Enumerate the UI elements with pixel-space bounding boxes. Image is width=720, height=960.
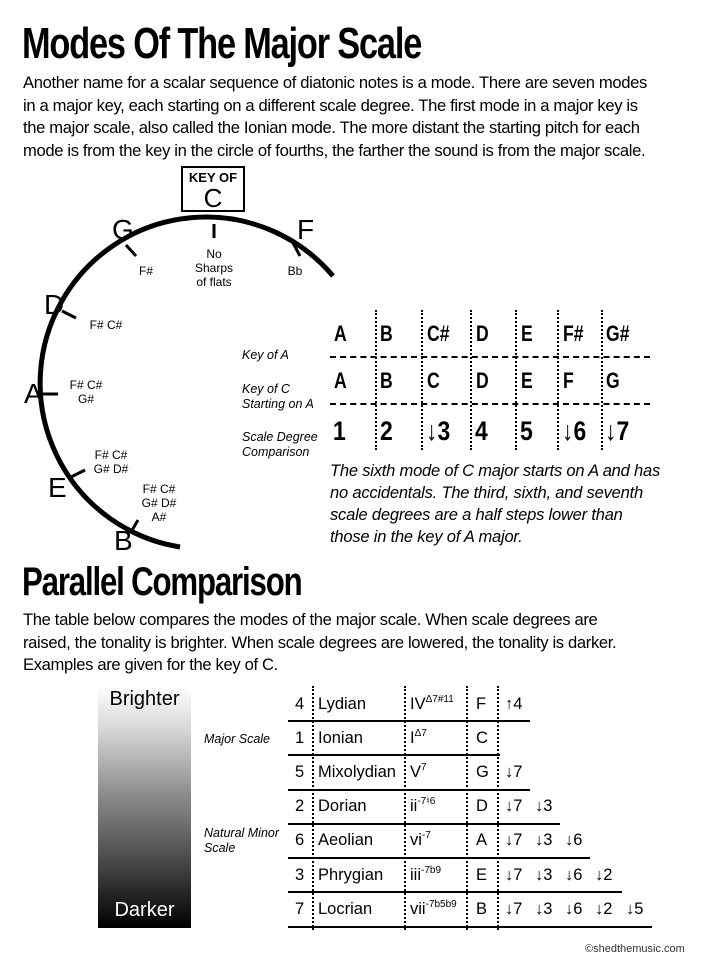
key-a-note: C# (427, 321, 450, 346)
degree-change: ↓3 (535, 797, 553, 815)
table-column-divider (557, 310, 559, 450)
chord-quality: Δ7 (414, 728, 427, 739)
chord-root: ii (410, 797, 418, 815)
table-column-divider (515, 310, 517, 450)
caption-line: scale degrees are a half steps lower than (330, 506, 623, 524)
key-c-note: D (476, 368, 489, 393)
degree-change: ↓2 (595, 900, 613, 918)
mode-root: C (476, 729, 488, 747)
degree-change: ↓7 (505, 831, 523, 849)
chord-root: vii (410, 900, 426, 918)
accidentals-c (189, 247, 239, 289)
degree-change: ↓7 (505, 866, 523, 884)
chord-root: V (410, 763, 422, 781)
copyright-credit: ©shedthemusic.com (585, 943, 685, 955)
degree-change: ↓6 (565, 900, 583, 918)
key-a-note: F# (563, 321, 584, 346)
mode-degree: 4 (295, 695, 305, 713)
mode-name: Locrian (318, 900, 373, 918)
key-of-c-box (181, 166, 245, 212)
mode-chord (410, 694, 454, 714)
chord-root: iii (410, 866, 421, 884)
mode-root: F (476, 695, 487, 713)
table-column-divider (375, 310, 377, 450)
row-label-line: Key of C (242, 382, 290, 396)
degree-change: ↓3 (535, 831, 553, 849)
mode-name: Phrygian (318, 866, 384, 884)
key-label-b: B (114, 525, 133, 556)
degree-change: ↓2 (595, 866, 613, 884)
table-column-divider (470, 310, 472, 450)
parallel-intro (23, 609, 616, 677)
accidentals-e (91, 448, 131, 476)
accidental-text: F# C# (142, 482, 176, 496)
modes-column-divider (466, 686, 468, 930)
scale-degree: 4 (475, 416, 488, 446)
table-caption (330, 460, 660, 548)
row-rule (288, 857, 590, 859)
modes-column-divider (497, 686, 499, 930)
key-a-note: G# (606, 321, 630, 346)
mode-chord (410, 762, 427, 782)
accidentals-a (66, 378, 106, 406)
mode-name: Mixolydian (318, 763, 396, 781)
chord-quality: 7 (421, 762, 427, 773)
accidentals-d (86, 318, 126, 332)
row-label-key-of-c (242, 382, 314, 412)
degree-change: ↑4 (505, 695, 523, 713)
table-column-divider (601, 310, 603, 450)
accidental-text: Sharps (194, 261, 234, 275)
mode-chord (410, 830, 431, 850)
key-a-note: A (334, 321, 347, 346)
key-box-key: C (203, 183, 223, 213)
degree-change: ↓3 (535, 900, 553, 918)
key-c-note: G (606, 368, 620, 393)
mode-root: B (476, 900, 488, 918)
section-title: Parallel Comparison (22, 560, 302, 604)
key-c-note: B (380, 368, 393, 393)
row-rule (288, 823, 560, 825)
degree-change: ↓7 (505, 763, 523, 781)
chord-root: IV (410, 695, 426, 713)
caption-line: no accidentals. The third, sixth, and seventh (330, 484, 643, 502)
accidental-text: Bb (287, 264, 303, 278)
mode-degree: 1 (295, 729, 305, 747)
accidentals-b (139, 482, 179, 524)
intro-line: Examples are given for the key of C. (23, 655, 278, 674)
accidental-text: G# (77, 392, 94, 406)
brightness-gradient (98, 686, 191, 928)
accidental-text: G# D# (93, 462, 129, 476)
mode-degree: 3 (295, 866, 305, 884)
key-label-a: A (24, 378, 43, 409)
mode-chord (410, 728, 427, 748)
group-label-line: Natural Minor (204, 826, 280, 840)
modes-column-divider (404, 686, 406, 930)
page-title: Modes Of The Major Scale (22, 19, 422, 68)
chord-quality: -7b5b9 (425, 899, 457, 910)
brighter-label: Brighter (109, 688, 180, 710)
chord-quality: -7 (421, 830, 431, 841)
darker-label: Darker (114, 899, 175, 921)
mode-degree: 5 (295, 763, 305, 781)
mode-name: Lydian (318, 695, 367, 713)
key-a-note: E (521, 321, 533, 346)
mode-root: E (476, 866, 488, 884)
caption-line: those in the key of A major. (330, 528, 523, 546)
mode-root: G (476, 763, 489, 781)
group-label-minor (204, 826, 279, 856)
row-rule (288, 789, 530, 791)
chord-quality: Δ7#11 (425, 694, 454, 705)
row-label-degree (242, 430, 318, 460)
mode-degree: 7 (295, 900, 305, 918)
mode-name: Ionian (318, 729, 363, 747)
accidental-text: of flats (196, 275, 232, 289)
mode-root: D (476, 797, 488, 815)
accidental-text: No (206, 247, 222, 261)
degree-change: ↓5 (626, 900, 644, 918)
row-rule (288, 926, 652, 928)
intro-line: raised, the tonality is brighter. When scale degrees are lowered, the tonality is darker. (23, 632, 617, 652)
intro-line: The table below compares the modes of the major scale. When scale degrees are (23, 610, 598, 629)
mode-name: Aeolian (318, 831, 374, 849)
group-label-line: Scale (204, 841, 236, 855)
mode-degree: 2 (295, 797, 305, 815)
mode-name: Dorian (318, 797, 367, 815)
accidental-text: F# C# (89, 318, 123, 332)
key-box-label: KEY OF (188, 170, 238, 185)
key-label-g: G (112, 214, 134, 245)
mode-root: A (476, 831, 488, 849)
row-label-key-of-a: Key of A (242, 348, 289, 362)
accidental-text: G# D# (141, 496, 177, 510)
caption-line: The sixth mode of C major starts on A and has (330, 462, 661, 480)
key-a-note: B (380, 321, 393, 346)
degree-change: ↓7 (505, 900, 523, 918)
mode-chord (410, 899, 457, 919)
row-rule (288, 754, 500, 756)
scale-degree: ↓7 (605, 416, 630, 446)
intro-line: the major scale, also called the Ionian mode. The more distant the starting pitch for each (23, 118, 640, 137)
scale-degree: 1 (333, 416, 346, 446)
key-label-e: E (48, 472, 67, 503)
degree-change: ↓7 (505, 797, 523, 815)
degree-change: ↓6 (565, 831, 583, 849)
scale-degree: ↓6 (562, 416, 587, 446)
degree-change: ↓3 (535, 866, 553, 884)
row-rule (288, 891, 622, 893)
intro-line: Another name for a scalar sequence of diatonic notes is a mode. There are seven modes (23, 73, 647, 92)
modes-column-divider (312, 686, 314, 930)
key-c-note: E (521, 368, 533, 393)
scale-degree: 5 (520, 416, 533, 446)
row-label-line: Comparison (242, 445, 310, 459)
mode-chord (410, 796, 435, 816)
scale-degree: 2 (380, 416, 393, 446)
row-rule (288, 720, 530, 722)
table-column-divider (421, 310, 423, 450)
key-label-d: D (44, 289, 65, 320)
group-label-major: Major Scale (204, 732, 270, 746)
chord-quality: -7b9 (421, 865, 442, 876)
key-c-note: A (334, 368, 347, 393)
chord-root: vi (410, 831, 422, 849)
row-label-line: Starting on A (242, 397, 314, 411)
mode-degree: 6 (295, 831, 305, 849)
chord-root: I (410, 729, 415, 747)
key-c-note: C (427, 368, 440, 393)
key-c-note: F (563, 368, 574, 393)
intro-line: mode is from the key in the circle of fourths, the farther the sound is from the major scale. (23, 140, 646, 160)
chord-quality: -7♮6 (417, 796, 436, 807)
accidental-text: F# (138, 264, 153, 278)
key-a-note: D (476, 321, 489, 346)
accidental-text: A# (151, 510, 167, 524)
accidental-text: F# C# (94, 448, 128, 462)
intro-line: in a major key, each starting on a different scale degree. The first mode in a major key is (23, 95, 638, 115)
accidentals-f (281, 264, 309, 278)
degree-change: ↓6 (565, 866, 583, 884)
scale-degree: ↓3 (426, 416, 451, 446)
row-label-line: Scale Degree (242, 430, 318, 444)
key-label-f: F (297, 214, 315, 245)
accidentals-g (131, 264, 161, 278)
mode-chord (410, 865, 441, 885)
accidental-text: F# C# (69, 378, 103, 392)
